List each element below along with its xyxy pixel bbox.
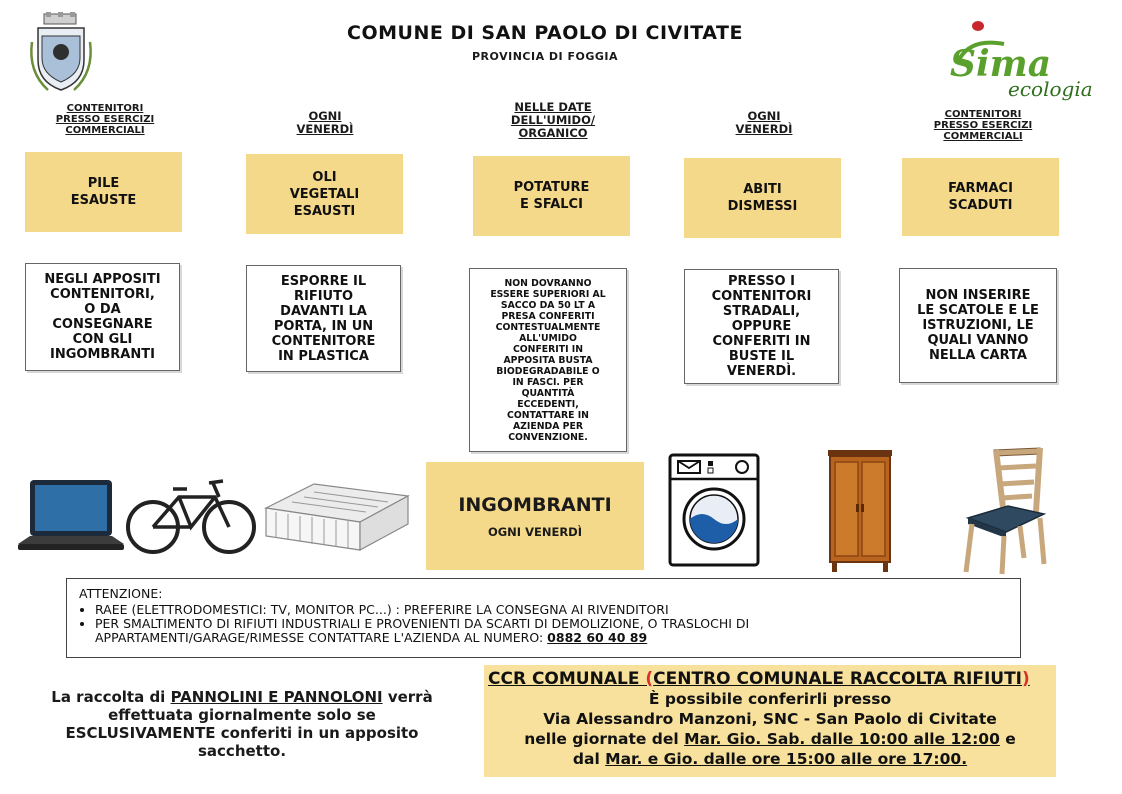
warning-heading: ATTENZIONE:	[79, 586, 163, 601]
frequency-label-oli: OGNI VENERDÌ	[296, 109, 354, 136]
svg-text:ecologia: ecologia	[1008, 77, 1093, 101]
bicycle-icon	[125, 475, 257, 557]
page-title: COMUNE DI SAN PAOLO DI CIVITATE	[347, 22, 743, 44]
frequency-label-pile: CONTENITORI PRESSO ESERCIZI COMMERCIALI	[55, 103, 155, 136]
svg-text:Sima: Sima	[950, 43, 1052, 85]
ccr-box: CCR COMUNALE (CENTRO COMUNALE RACCOLTA RIFIUTI) È possibile conferirli presso Via Alessandro Manzoni, SNC - San Paolo di Civitate nelle giornate del Mar. Gio. Sab. dalle 10:00 alle 12:00 e dal Mar. e Gio. dalle ore 15:00 alle ore 17:00.	[484, 665, 1056, 777]
wardrobe-icon	[826, 448, 894, 574]
frequency-label-potature: NELLE DATE DELL'UMIDO/ ORGANICO	[510, 100, 596, 140]
ingombranti-schedule: OGNI VENERDÌ	[487, 525, 583, 539]
category-abiti-dismessi: ABITI DISMESSI	[684, 158, 841, 238]
sima-logo-icon	[942, 18, 1093, 108]
warning-item-raee: • RAEE (ELETTRODOMESTICI: TV, MONITOR PC...) : PREFERIRE LA CONSEGNA AI RIVENDITORI	[95, 603, 1008, 617]
frequency-label-abiti: OGNI VENERDÌ	[735, 109, 793, 136]
ccr-hours-afternoon: dal Mar. e Gio. dalle ore 15:00 alle ore 17:00.	[572, 750, 968, 768]
category-oli-vegetali: OLI VEGETALI ESAUSTI	[246, 154, 403, 234]
note-oli-vegetali: ESPORRE IL RIFIUTO DAVANTI LA PORTA, IN UN CONTENITORE IN PLASTICA	[246, 265, 401, 372]
warning-box	[66, 578, 1021, 658]
ccr-address: Via Alessandro Manzoni, SNC - San Paolo di Civitate	[543, 710, 997, 728]
laptop-icon	[18, 478, 124, 554]
ingombranti-title: INGOMBRANTI	[458, 494, 612, 516]
sima-ecologia-logo	[942, 18, 1093, 108]
ingombranti-box	[426, 462, 644, 570]
note-farmaci-scaduti: NON INSERIRE LE SCATOLE E LE ISTRUZIONI, LE QUALI VANNO NELLA CARTA	[899, 268, 1057, 383]
diapers-note: La raccolta di PANNOLINI E PANNOLONI verrà effettuata giornalmente solo se ESCLUSIVAMENTE conferiti in un apposito sacchetto.	[51, 688, 433, 760]
ccr-hours-morning: nelle giornate del Mar. Gio. Sab. dalle 10:00 alle 12:00 e	[524, 730, 1016, 748]
category-potature-sfalci: POTATURE E SFALCI	[473, 156, 630, 236]
phone-number: 0882 60 40 89	[547, 630, 648, 645]
washing-machine-icon	[668, 453, 760, 567]
note-pile-esauste: NEGLI APPOSITI CONTENITORI, O DA CONSEGNARE CON GLI INGOMBRANTI	[25, 263, 180, 371]
frequency-label-farmaci: CONTENITORI PRESSO ESERCIZI COMMERCIALI	[933, 109, 1033, 142]
chair-icon	[960, 446, 1050, 574]
category-farmaci-scaduti: FARMACI SCADUTI	[902, 158, 1059, 236]
municipal-coat-of-arms-icon	[28, 12, 94, 96]
page-subtitle: PROVINCIA DI FOGGIA	[472, 50, 618, 63]
warning-item-industrial: • PER SMALTIMENTO DI RIFIUTI INDUSTRIALI E PROVENIENTI DA SCARTI DI DEMOLIZIONE, O TRASLOCHI DI APPARTAMENTI/GARAGE/RIMESSE CONTATTARE L'AZIENDA AL NUMERO: 0882 60 40 89	[95, 617, 1008, 645]
note-abiti-dismessi: PRESSO I CONTENITORI STRADALI, OPPURE CONFERITI IN BUSTE IL VENERDÌ.	[684, 269, 839, 384]
ccr-heading: CCR COMUNALE (CENTRO COMUNALE RACCOLTA RIFIUTI)	[488, 669, 1030, 689]
note-potature-sfalci: NON DOVRANNO ESSERE SUPERIORI AL SACCO DA 50 LT A PRESA CONFERITI CONTESTUALMENTE ALL'UMIDO CONFERITI IN APPOSITA BUSTA BIODEGRADABILE O IN FASCI. PER QUANTITÀ ECCEDENTI, CONTATTARE IN AZIENDA PER CONVENZIONE.	[469, 268, 627, 452]
category-pile-esauste: PILE ESAUSTE	[25, 152, 182, 232]
mattress-icon	[262, 478, 412, 558]
